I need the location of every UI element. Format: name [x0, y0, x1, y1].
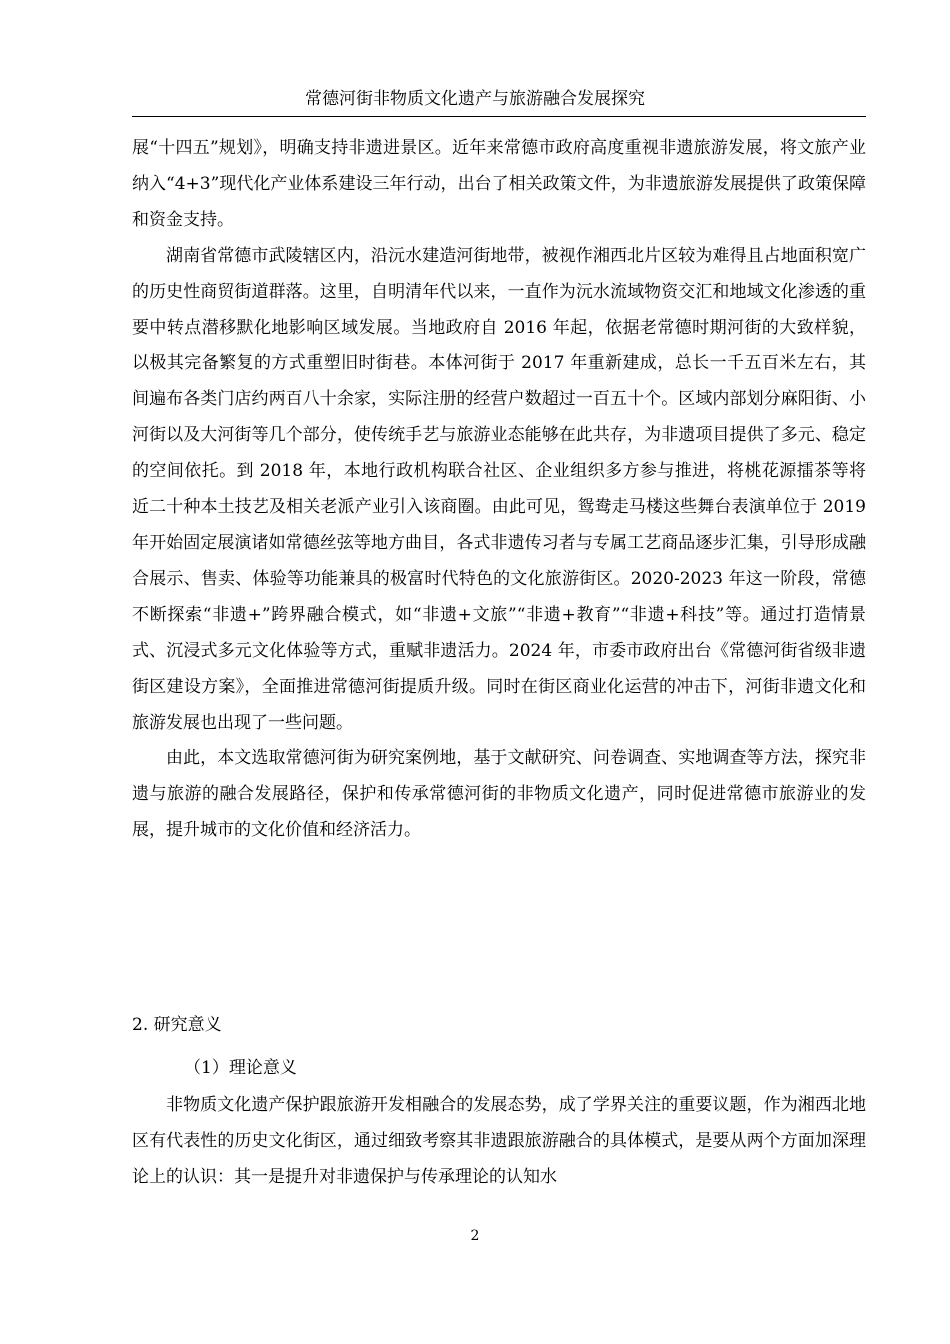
page-number: 2 [470, 1228, 480, 1244]
section-heading: 2. 研究意义 [132, 1015, 222, 1035]
body-text-block-2 [132, 1088, 866, 1196]
paragraph-theory-significance: 非物质文化遗产保护跟旅游开发相融合的发展态势，成了学界关注的重要议题，作为湘西北地区有代表性的历史文化街区，通过细致考察其非遗跟旅游融合的具体模式，是要从两个方面加深理论上的认识：其一是提升对非遗保护与传承理论的认知水 [132, 1095, 866, 1187]
paragraph-continuation: 展“十四五”规划》，明确支持非遗进景区。近年来常德市政府高度重视非遗旅游发展，将文旅产业纳入“4+3”现代化产业体系建设三年行动，出台了相关政策文件，为非遗旅游发展提供了政策保障和资金支持。 [132, 138, 866, 230]
header-rule [132, 116, 866, 117]
body-text-block [132, 131, 866, 849]
paragraph-hejie-history: 湖南省常德市武陵辖区内，沿沅水建造河街地带，被视作湘西北片区较为难得且占地面积宽广的历史性商贸街道群落。这里，自明清年代以来，一直作为沅水流域物资交汇和地域文化渗透的重要中转点潜移默化地影响区域发展。当地政府自 2016 年起，依据老常德时期河街的大致样貌，以极其完备繁复的方式重塑旧时街巷。本体河街于 2017 年重新建成，总长一千五百米左右，其间遍布各类门店约两百八十余家，实际注册的经营户数超过一百五十个。区域内部划分麻阳街、小河街以及大河街等几个部分，使传统手艺与旅游业态能够在此共存，为非遗项目提供了多元、稳定的空间依托。到 2018 年，本地行政机构联合社区、企业组织多方参与推进，将桃花源擂茶等将近二十种本土技艺及相关老派产业引入该商圈。由此可见，鸳鸯走马楼这些舞台表演单位于 2019 年开始固定展演诸如常德丝弦等地方曲目，各式非遗传习者与专属工艺商品逐步汇集，引导形成融合展示、售卖、体验等功能兼具的极富时代特色的文化旅游街区。2020-2023 年这一阶段，常德不断探索“非遗+”跨界融合模式，如“非遗+文旅”“非遗+教育”“非遗+科技”等。通过打造情景式、沉浸式多元文化体验等方式，重赋非遗活力。2024 年，市委市政府出台《常德河街省级非遗街区建设方案》，全面推进常德河街提质升级。同时在街区商业化运营的冲击下，河街非遗文化和旅游发展也出现了一些问题。 [132, 245, 866, 733]
page-header-title: 常德河街非物质文化遗产与旅游融合发展探究 [305, 89, 645, 109]
subsection-heading: （1）理论意义 [184, 1058, 297, 1078]
paragraph-study-purpose: 由此，本文选取常德河街为研究案例地，基于文献研究、问卷调查、实地调查等方法，探究非遗与旅游的融合发展路径，保护和传承常德河街的非物质文化遗产，同时促进常德市旅游业的发展，提升城市的文化价值和经济活力。 [132, 748, 866, 841]
